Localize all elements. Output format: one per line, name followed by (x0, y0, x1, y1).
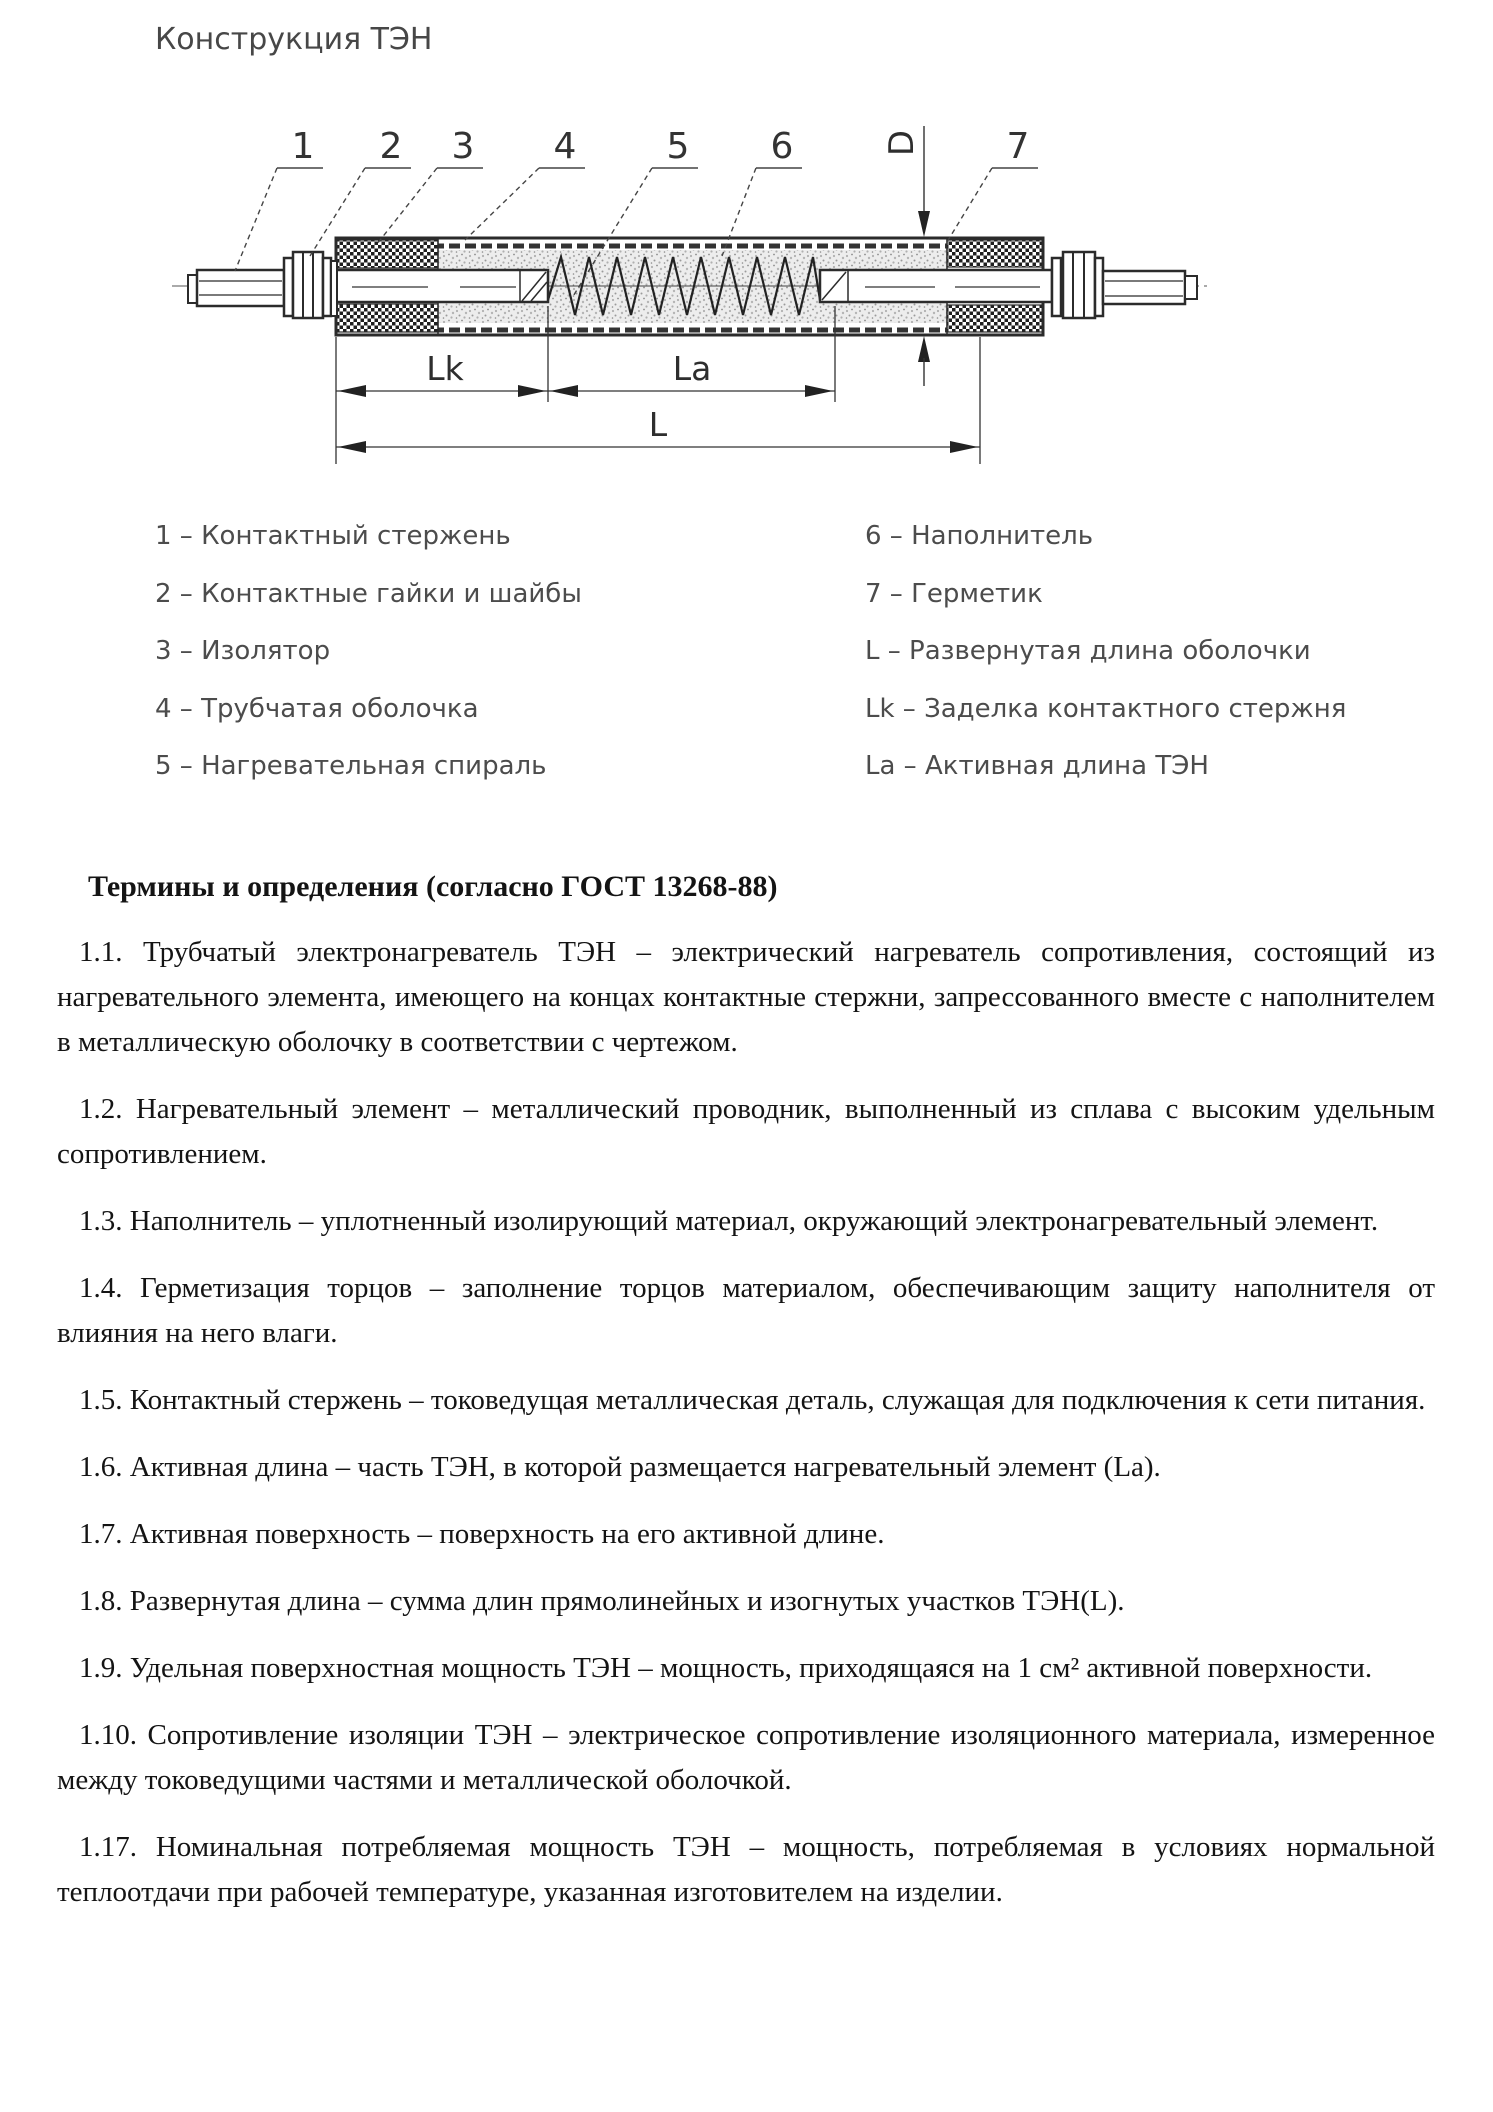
terms-section (57, 870, 1435, 1937)
legend-item-filler: 6 – Наполнитель (865, 521, 1094, 551)
dimension-labels (426, 349, 711, 444)
legend-item-active-length: La – Активная длина ТЭН (865, 751, 1209, 781)
term-paragraph-1-1: 1.1. Трубчатый электронагреватель ТЭН – электрический нагреватель сопротивления, состоящий из нагревательного элемента, имеющего на концах контактные стержни, запрессованного вместе с наполнителем в металлическую оболочку в соответствии с чертежом. (57, 936, 1435, 1058)
callout-2: 2 (379, 126, 403, 167)
term-paragraph-1-17: 1.17. Номинальная потребляемая мощность ТЭН – мощность, потребляемая в условиях нормальной теплоотдачи при рабочей температуре, указанная изготовителем на изделии. (57, 1831, 1435, 1908)
term-paragraph-1-4: 1.4. Герметизация торцов – заполнение торцов материалом, обеспечивающим защиту наполнителя от влияния на него влаги. (57, 1272, 1435, 1349)
dim-label-l: L (648, 405, 668, 444)
term-paragraph-1-7: 1.7. Активная поверхность – поверхность на его активной длине. (79, 1518, 885, 1550)
contact-rod-left (188, 270, 284, 306)
inner-rod-left (336, 270, 548, 302)
term-paragraph-1-8: 1.8. Развернутая длина – сумма длин прямолинейных и изогнутых участков ТЭН(L). (79, 1585, 1125, 1617)
callout-7: 7 (1006, 126, 1030, 167)
contact-rod-right (1103, 271, 1197, 304)
term-paragraph-1-2: 1.2. Нагревательный элемент – металлический проводник, выполненный из сплава с высоким удельным сопротивлением. (57, 1093, 1435, 1170)
contact-nuts-left (284, 252, 337, 318)
legend-item-embedment-length: Lk – Заделка контактного стержня (865, 693, 1347, 724)
callout-1: 1 (291, 126, 315, 167)
term-paragraph-1-6: 1.6. Активная длина – часть ТЭН, в которой размещается нагревательный элемент (La). (79, 1451, 1161, 1483)
term-paragraph-1-5: 1.5. Контактный стержень – токоведущая металлическая деталь, служащая для подключения к сети питания. (79, 1384, 1426, 1416)
legend-item-tubular-shell: 4 – Трубчатая оболочка (155, 693, 479, 724)
dim-label-lk: Lk (426, 349, 464, 388)
terms-heading: Термины и определения (согласно ГОСТ 13268-88) (88, 870, 778, 903)
callout-4: 4 (553, 126, 577, 167)
legend-item-developed-length: L – Развернутая длина оболочки (865, 636, 1311, 666)
term-paragraph-1-3: 1.3. Наполнитель – уплотненный изолирующий материал, окружающий электронагревательный элемент. (79, 1205, 1379, 1237)
legend-item-insulator: 3 – Изолятор (155, 636, 331, 666)
term-paragraph-1-9: 1.9. Удельная поверхностная мощность ТЭН – мощность, приходящаяся на 1 см² активной поверхности. (79, 1652, 1373, 1684)
legend-left-column (155, 521, 582, 809)
callout-5: 5 (666, 126, 690, 167)
legend-item-sealant: 7 – Герметик (865, 578, 1043, 609)
legend-item-nuts-washers: 2 – Контактные гайки и шайбы (155, 578, 582, 609)
dim-label-la: La (672, 349, 712, 388)
legend-right-column (865, 521, 1346, 809)
drawing-title: Конструкция ТЭН (155, 22, 433, 57)
legend-item-contact-rod: 1 – Контактный стержень (155, 521, 511, 551)
inner-rod-right (820, 270, 1052, 302)
contact-nuts-right (1052, 252, 1103, 318)
callout-6: 6 (770, 126, 794, 167)
dim-label-d: D (882, 129, 922, 157)
technical-drawing (0, 100, 1320, 490)
legend-item-heating-spiral: 5 – Нагревательная спираль (155, 751, 547, 781)
callout-3: 3 (451, 126, 475, 167)
term-paragraph-1-10: 1.10. Сопротивление изоляции ТЭН – электрическое сопротивление изоляционного материала, измеренное между токоведущими частями и металлической оболочкой. (57, 1719, 1435, 1796)
